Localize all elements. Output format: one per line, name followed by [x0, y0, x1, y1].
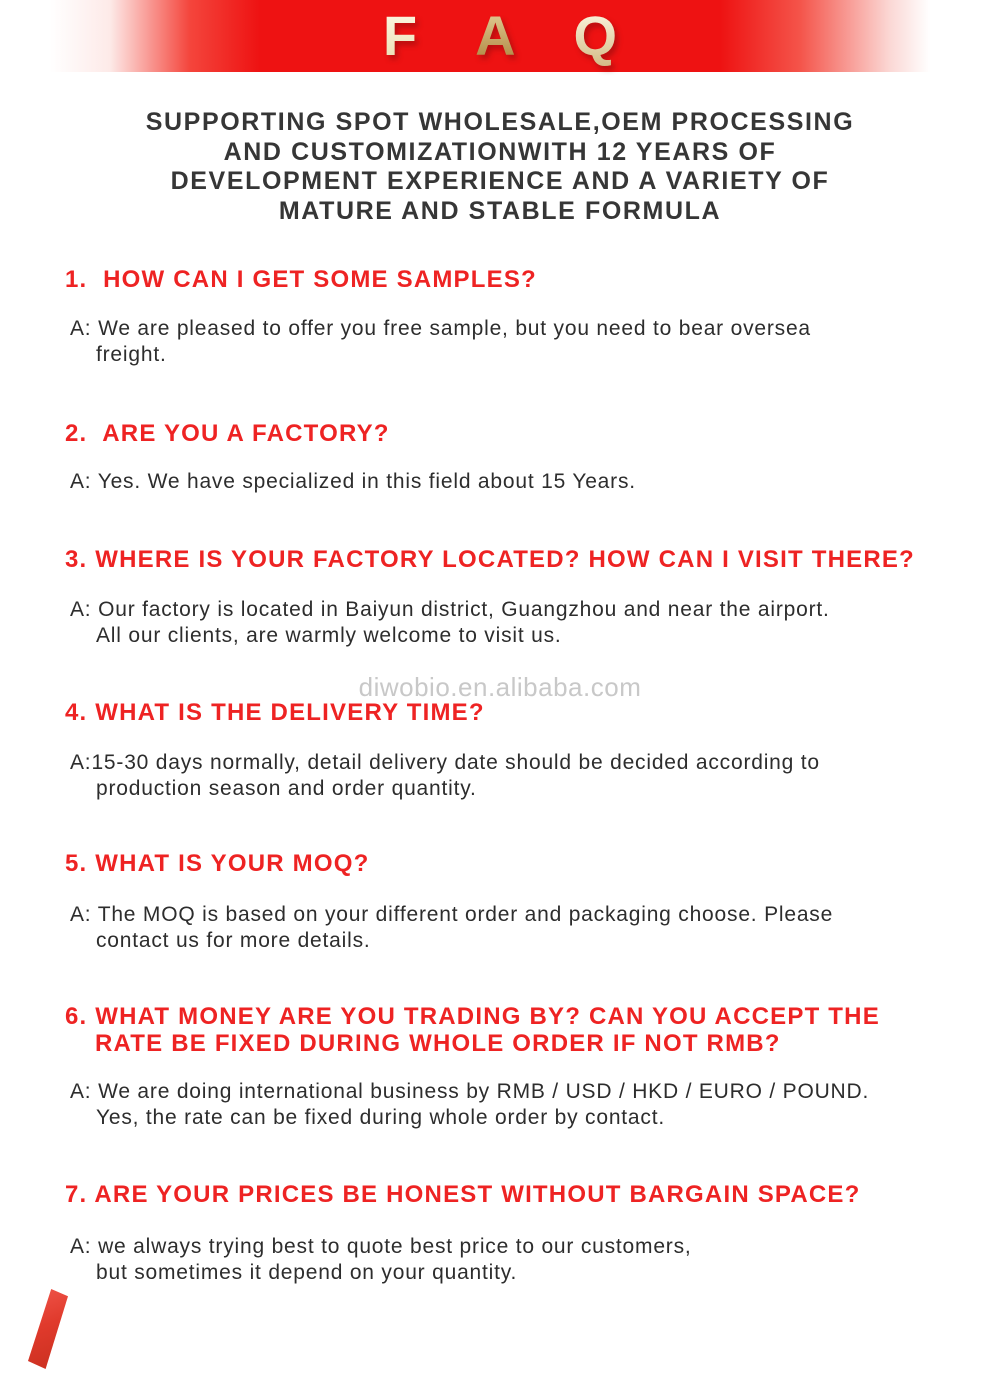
intro-line: SUPPORTING SPOT WHOLESALE,OEM PROCESSING [145, 108, 855, 136]
faq-answer-line: Yes, the rate can be fixed during whole order by contact. [96, 1105, 665, 1129]
faq-letter-q: Q [574, 0, 618, 72]
intro-line: AND CUSTOMIZATIONWITH 12 YEARS OF [223, 137, 777, 166]
faq-answer-3 [70, 597, 830, 648]
faq-answer-line: A: Yes. We have specialized in this field about 15 Years. [70, 470, 636, 493]
faq-answer-7 [70, 1234, 692, 1285]
faq-letter-f: F [383, 0, 417, 72]
faq-question-1 [65, 266, 537, 293]
faq-answer-line: A:15-30 days normally, detail delivery date should be decided according to [70, 751, 820, 774]
faq-question-line: 4. WHAT IS THE DELIVERY TIME? [65, 699, 485, 726]
faq-answer-line: A: Our factory is located in Baiyun district, Guangzhou and near the airport. [70, 598, 830, 621]
faq-answer-1 [70, 316, 811, 367]
faq-question-4 [65, 699, 485, 726]
faq-answer-line: A: We are doing international business by RMB / USD / HKD / EURO / POUND. [70, 1080, 870, 1103]
faq-answer-line: A: we always trying best to quote best price to our customers, [70, 1235, 692, 1258]
faq-question-line: 3. WHERE IS YOUR FACTORY LOCATED? HOW CAN I VISIT THERE? [65, 546, 915, 573]
faq-answer-6 [70, 1079, 869, 1130]
faq-answer-line: production season and order quantity. [96, 776, 477, 800]
faq-question-line: 6. WHAT MONEY ARE YOU TRADING BY? CAN YOU ACCEPT THE [65, 1003, 880, 1030]
faq-question-line: RATE BE FIXED DURING WHOLE ORDER IF NOT RMB? [95, 1030, 781, 1057]
faq-question-7 [65, 1181, 861, 1208]
faq-question-3 [65, 546, 915, 573]
faq-ribbon-banner [0, 0, 1000, 72]
faq-answer-line: A: We are pleased to offer you free sample, but you need to bear oversea [70, 317, 811, 340]
faq-answer-line: All our clients, are warmly welcome to visit us. [96, 623, 562, 647]
intro-heading [0, 108, 1000, 226]
intro-line: DEVELOPMENT EXPERIENCE AND A VARIETY OF [170, 167, 830, 195]
faq-answer-line: contact us for more details. [96, 928, 371, 952]
faq-question-6 [65, 1003, 880, 1057]
corner-ribbon-decoration [28, 1289, 68, 1369]
faq-question-line: 2. ARE YOU A FACTORY? [65, 420, 390, 447]
faq-question-line: 1. HOW CAN I GET SOME SAMPLES? [65, 266, 537, 293]
faq-answer-4 [70, 750, 820, 801]
faq-answer-2 [70, 469, 636, 495]
faq-question-5 [65, 850, 369, 877]
faq-letter-a: A [475, 0, 515, 72]
watermark-text: diwobio.en.alibaba.com [358, 672, 642, 702]
faq-answer-line: but sometimes it depend on your quantity. [96, 1260, 518, 1284]
faq-answer-5 [70, 902, 833, 953]
faq-answer-line: A: The MOQ is based on your different order and packaging choose. Please [70, 903, 834, 926]
faq-answer-line: freight. [96, 342, 167, 366]
faq-question-line: 7. ARE YOUR PRICES BE HONEST WITHOUT BARGAIN SPACE? [65, 1181, 861, 1208]
faq-question-2 [65, 420, 390, 447]
faq-question-line: 5. WHAT IS YOUR MOQ? [65, 850, 370, 877]
intro-line: MATURE AND STABLE FORMULA [278, 196, 722, 225]
